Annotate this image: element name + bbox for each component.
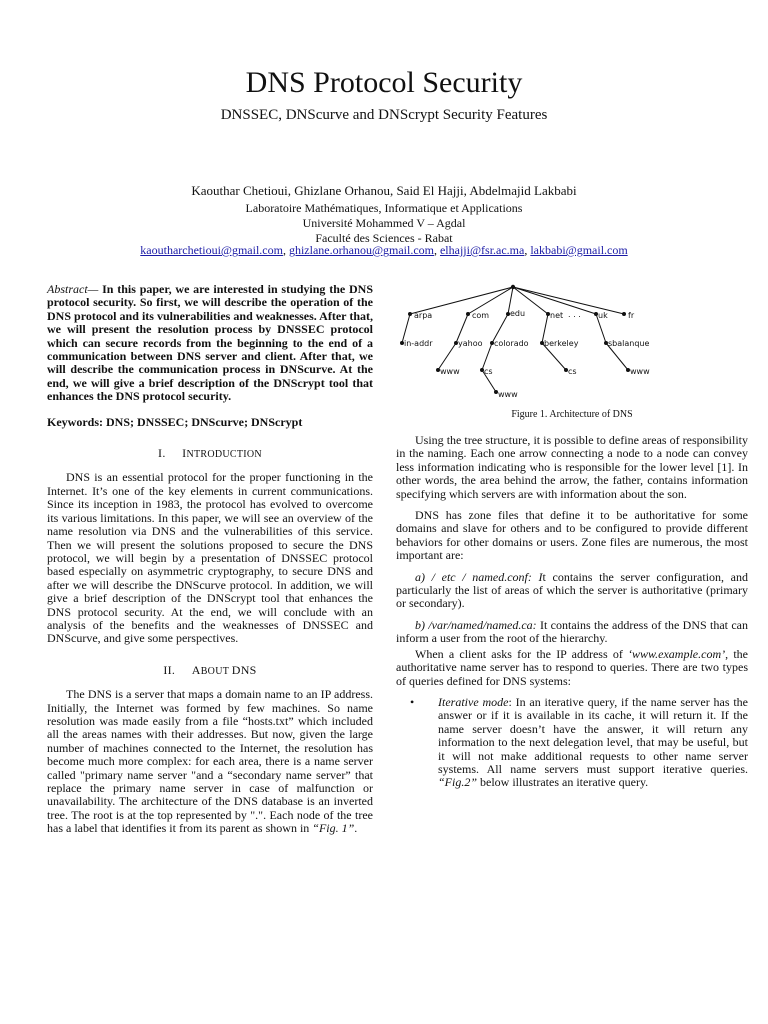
tree-node-www: www bbox=[498, 390, 518, 399]
zone-files-paragraph: DNS has zone files that define it to be authoritative for some domains and slave for others and to be configured to provide different behaviors for other domains or users. Zone files are numerous, the most important are: bbox=[396, 508, 748, 563]
tree-node-dots: . . . bbox=[568, 310, 581, 319]
tree-node-cs: cs bbox=[484, 367, 493, 376]
right-column bbox=[396, 434, 748, 790]
about-dns-paragraph: The DNS is a server that maps a domain name to an IP address. Initially, the Internet was formed by few machines. So name resolution was made easily from a file “hosts.txt” which included all the areas names with their addresses. But now, given the large number of machines connected to the Internet, the resolution has become much more complex: for each area, there is a name server called "primary name server "and a “secondary name server” that replace the primary name server in case of malfunction or unavailability. The architecture of the DNS database is an inverted tree. The root is at the top represented by ".". Each node of the tree has a label that identifies it from its parent as shown in “Fig. 1”. bbox=[47, 687, 373, 836]
email-link-elhajji[interactable]: elhajji@fsr.ac.ma bbox=[439, 243, 525, 257]
figure-caption: Figure 1. Architecture of DNS bbox=[511, 409, 633, 420]
iterative-mode-item: Iterative mode: In an iterative query, if the name server has the answer or if it is available in its cache, it will return it. If the name server doesn’t have the answer, it will return any information to the next delegation level, that may be useful, but it will not make additional requests to other name server systems. All name servers must support iterative queries. “Fig.2” below illustrates an iterative query. bbox=[438, 694, 748, 790]
named-ca-label: b) /var/named/named.ca: bbox=[415, 617, 537, 632]
tree-node-in-addr: in-addr bbox=[404, 339, 433, 348]
paper-subtitle: DNSSEC, DNScurve and DNScrypt Security Features bbox=[220, 107, 548, 123]
named-conf-label: a) / etc / named.conf: I bbox=[415, 569, 543, 584]
figure-reference: “Fig. 1” bbox=[312, 821, 355, 836]
tree-node-yahoo: yahoo bbox=[458, 339, 483, 348]
abstract bbox=[47, 283, 373, 404]
affiliation-university: Université Mohammed V – Agdal bbox=[302, 216, 466, 230]
client-query-paragraph: When a client asks for the IP address of ‘www.example.com’, the authoritative name server has to respond to queries. There are two types of queries defined for DNS systems: bbox=[396, 646, 748, 688]
tree-node-fr: fr bbox=[628, 311, 635, 320]
tree-node-www: www bbox=[440, 367, 460, 376]
author-list: Kaouthar Chetioui, Ghizlane Orhanou, Said El Hajji, Abdelmajid Lakbabi bbox=[191, 183, 577, 198]
example-domain: ‘www.example.com’ bbox=[628, 646, 726, 661]
tree-node-uk: uk bbox=[598, 311, 608, 320]
introduction-paragraph: DNS is an essential protocol for the proper functioning in the Internet. It’s one of the key elements in current communications. Since its inception in 1983, the protocol has evolved to overcome its various limitations. In this paper, we will see an overview of the name resolution via DNS and the vulnerabilities of this service. Then we will present the solutions proposed to secure the DNS protocol, we will begin by a presentation of DNSSEC protocol based especially on asymmetric cryptography, to secure DNS and after we will describe the DNScurve protocol. In addition, we will give a brief description of the DNScrypt tool that enhances the DNS protocol security. At the end, we will conclude with an analysis of the benefits and the weaknesses of DNSSEC and DNScurve, and give some perspectives. bbox=[47, 470, 373, 646]
keywords: Keywords: DNS; DNSSEC; DNScurve; DNScrypt bbox=[47, 414, 303, 429]
dns-tree-figure bbox=[396, 280, 668, 400]
tree-node-net: net bbox=[550, 311, 564, 320]
section-heading-about-dns: II. ABOUT DNS bbox=[163, 662, 257, 677]
named-conf-paragraph: a) / etc / named.conf: It contains the server configuration, and particularly the list of areas of which the server is authoritative (primary or secondary). bbox=[396, 569, 748, 611]
section-number: II. bbox=[163, 662, 176, 677]
tree-node-berkeley: berkeley bbox=[544, 339, 579, 348]
paper-title: DNS Protocol Security bbox=[245, 66, 523, 99]
tree-node-colorado: colorado bbox=[494, 339, 529, 348]
tree-node-sbalanque: sbalanque bbox=[608, 339, 650, 348]
affiliation-faculty: Faculté des Sciences - Rabat bbox=[315, 231, 453, 245]
named-ca-paragraph: b) /var/named/named.ca: It contains the address of the DNS that can inform a user from the root of the hierarchy. bbox=[396, 617, 748, 646]
tree-structure-paragraph: Using the tree structure, it is possible to define areas of responsibility in the naming. Each one arrow connecting a node to a node can convey less information indicating who is responsible for the lower level [1]. In other words, the area behind the arrow, the father, contains information specifying which servers are with information about the son. bbox=[396, 433, 748, 501]
abstract-label: Abstract— bbox=[47, 282, 99, 296]
query-mode-list bbox=[396, 696, 748, 790]
section-heading-introduction: I. INTRODUCTION bbox=[158, 446, 262, 461]
email-link-lakbabi[interactable]: lakbabi@gmail.com bbox=[530, 243, 628, 257]
tree-node-com: com bbox=[472, 311, 490, 320]
tree-node-cs: cs bbox=[568, 367, 577, 376]
left-column bbox=[47, 283, 373, 836]
abstract-text: In this paper, we are interested in studying the DNS protocol security. So first, we will describe the operation of the DNS protocol and its vulnerabilities and weaknesses. After that, we will present the resolution process by DNSSEC protocol which can secure records from the beginning to the end of a communication between DNS server and client. After that, we will describe the communication process in DNScurve. At the end, we will give a brief description of the DNScrypt tool that enhances the DNS protocol security. bbox=[47, 282, 373, 404]
iterative-mode-label: Iterative mode bbox=[438, 694, 509, 709]
affiliation-lab: Laboratoire Mathématiques, Informatique et Applications bbox=[245, 201, 523, 215]
email-link-chetioui[interactable]: kaoutharchetioui@gmail.com bbox=[140, 243, 283, 257]
tree-node-arpa: arpa bbox=[414, 311, 433, 320]
email-link-orhanou[interactable]: ghizlane.orhanou@gmail.com bbox=[288, 243, 434, 257]
bullet-icon: • bbox=[410, 694, 415, 709]
figure-reference: “Fig.2” bbox=[438, 775, 478, 790]
email-list: kaoutharchetioui@gmail.com, ghizlane.orhanou@gmail.com, elhajji@fsr.ac.ma, lakbabi@gmail.com bbox=[140, 243, 628, 257]
tree-node-edu: edu bbox=[510, 309, 526, 318]
tree-node-www: www bbox=[630, 367, 650, 376]
section-number: I. bbox=[158, 446, 166, 461]
